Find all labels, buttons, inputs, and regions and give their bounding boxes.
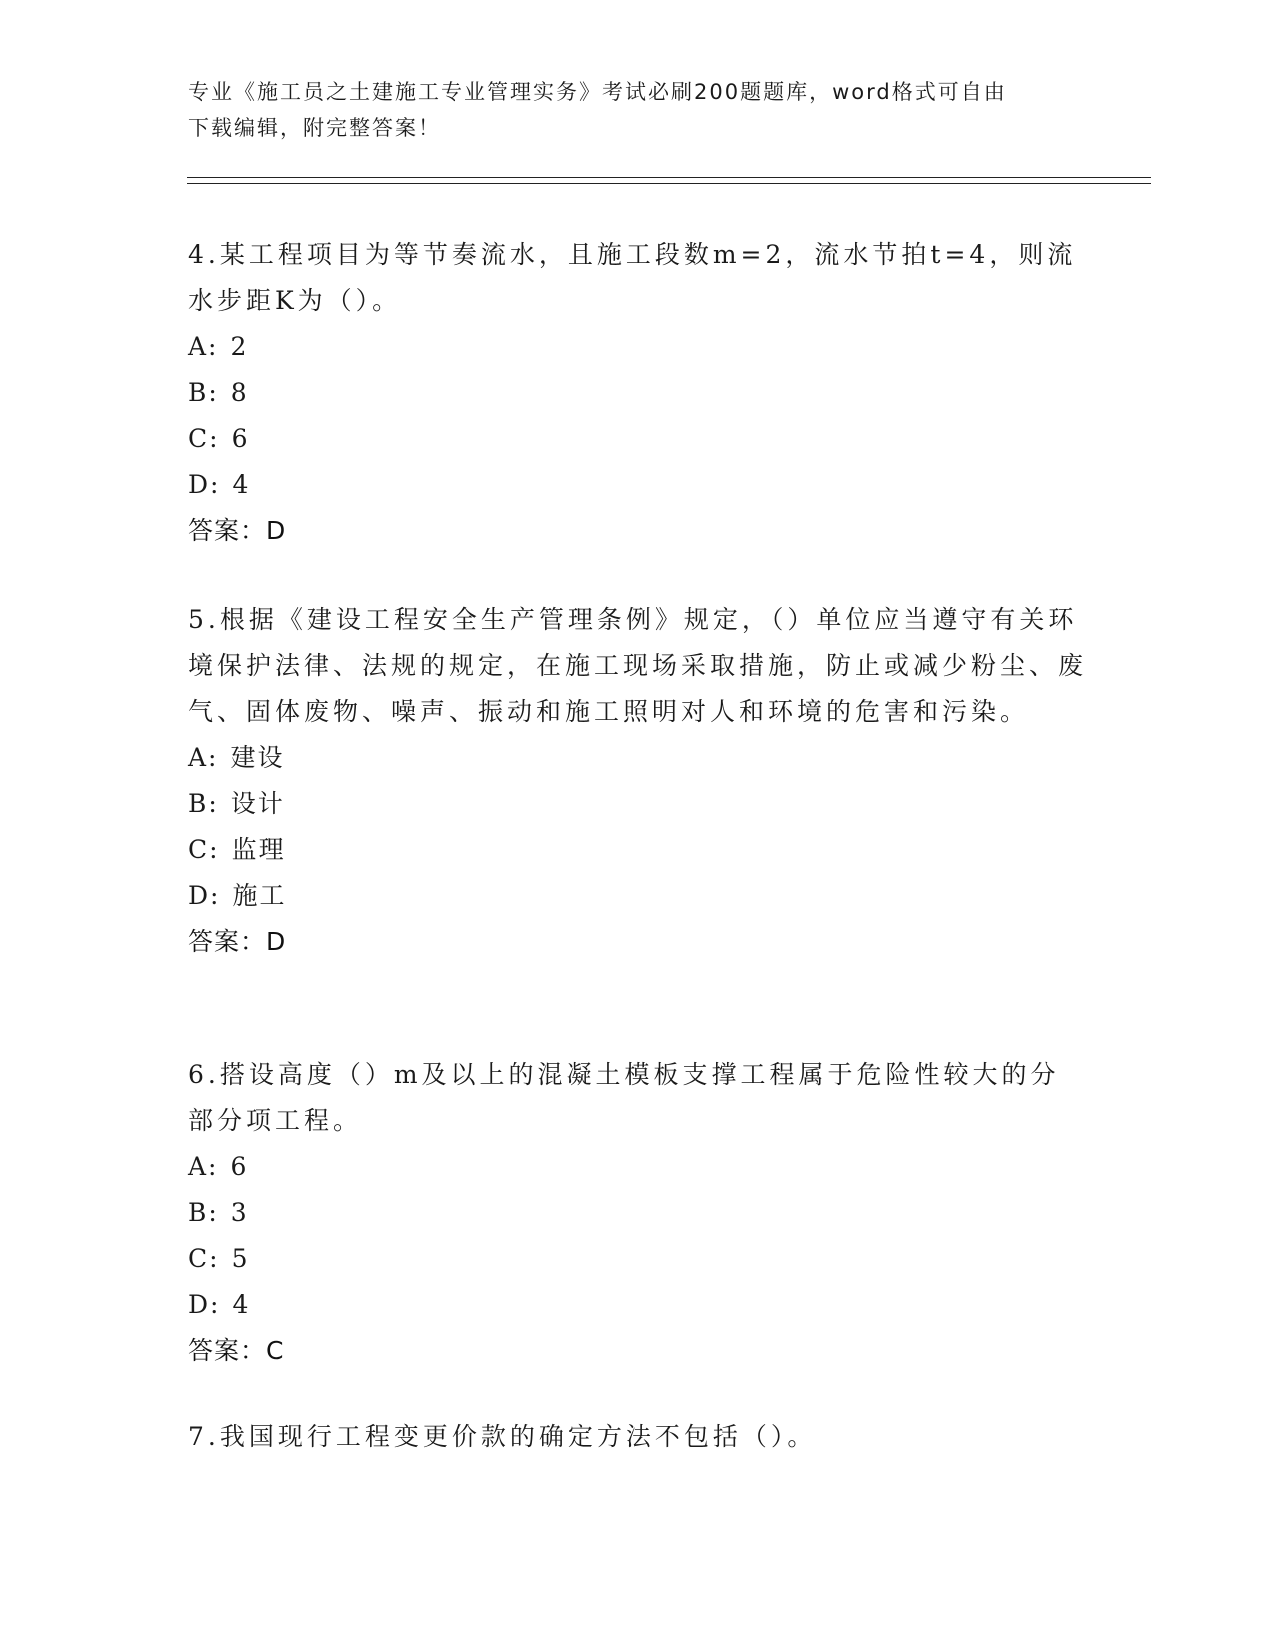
question-stem: 4.某工程项目为等节奏流水，且施工段数m=2，流水节拍t=4，则流水步距K为（）。	[188, 240, 1077, 315]
document-header	[188, 74, 1078, 146]
option-c	[188, 416, 1088, 462]
option-text: 5	[231, 1244, 250, 1273]
header-line-2: 下载编辑，附完整答案！	[188, 116, 441, 140]
option-letter: A:	[188, 332, 219, 361]
option-letter: B:	[188, 378, 219, 407]
option-letter: D:	[188, 470, 221, 499]
option-text: 6	[231, 424, 250, 453]
option-text: 2	[230, 332, 249, 361]
answer-label: 答案：D	[188, 927, 287, 956]
question-7	[188, 1414, 1088, 1460]
option-letter: C:	[188, 835, 220, 864]
answer-label: 答案：C	[188, 1336, 285, 1365]
option-letter: D:	[188, 1290, 221, 1319]
option-a	[188, 324, 1088, 370]
option-d	[188, 462, 1088, 508]
option-d	[188, 1282, 1088, 1328]
option-text: 4	[232, 1290, 251, 1319]
option-letter: A:	[188, 1152, 219, 1181]
question-stem: 7.我国现行工程变更价款的确定方法不包括（）。	[188, 1422, 817, 1451]
question-4	[188, 232, 1088, 554]
question-stem: 6.搭设高度（）m及以上的混凝土模板支撑工程属于危险性较大的分部分项工程。	[188, 1060, 1060, 1135]
option-b	[188, 1190, 1088, 1236]
option-text: 监理	[231, 835, 286, 864]
header-rule-top	[187, 177, 1151, 178]
option-c	[188, 827, 1088, 873]
option-letter: C:	[188, 1244, 220, 1273]
option-b	[188, 370, 1088, 416]
option-d	[188, 873, 1088, 919]
option-a	[188, 1144, 1088, 1190]
question-stem: 5.根据《建设工程安全生产管理条例》规定，（）单位应当遵守有关环境保护法律、法规的规定，在施工现场采取措施，防止或减少粉尘、废气、固体废物、噪声、振动和施工照明对人和环境的危害和污染。	[188, 605, 1088, 726]
option-text: 设计	[230, 789, 285, 818]
option-letter: B:	[188, 1198, 219, 1227]
option-text: 3	[230, 1198, 249, 1227]
option-text: 8	[230, 378, 249, 407]
option-letter: A:	[188, 743, 219, 772]
option-text: 建设	[230, 743, 285, 772]
question-5	[188, 597, 1088, 965]
option-text: 4	[232, 470, 251, 499]
option-letter: D:	[188, 881, 221, 910]
option-a	[188, 735, 1088, 781]
header-rule-bottom	[187, 183, 1151, 184]
question-6	[188, 1052, 1088, 1374]
header-line-1: 专业《施工员之土建施工专业管理实务》考试必刷200题题库，word格式可自由	[188, 80, 1007, 104]
option-b	[188, 781, 1088, 827]
answer-label: 答案：D	[188, 516, 287, 545]
option-letter: C:	[188, 424, 220, 453]
option-text: 施工	[232, 881, 287, 910]
option-text: 6	[230, 1152, 249, 1181]
option-c	[188, 1236, 1088, 1282]
option-letter: B:	[188, 789, 219, 818]
